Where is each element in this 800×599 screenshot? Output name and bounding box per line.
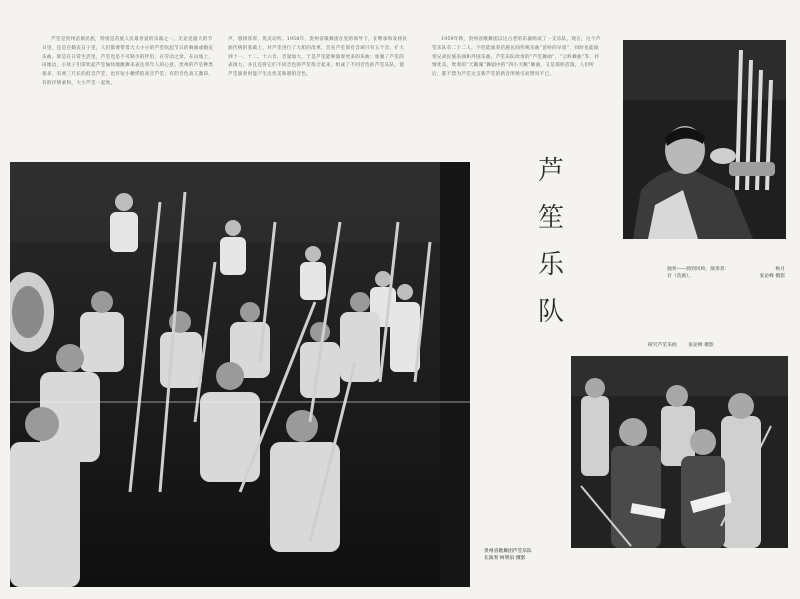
caption-line xyxy=(667,266,785,273)
caption-text: 杨月 xyxy=(775,267,785,272)
photo-credit: 张论峰 摄影 xyxy=(759,274,785,279)
study-session-photo xyxy=(571,356,788,548)
caption-line: 在演奏 柯明泉 摄影 xyxy=(484,556,526,561)
article-title xyxy=(538,148,565,336)
study-caption xyxy=(648,342,768,349)
article-column-3: 1959年秋，贵州省歌舞团以这古老的乐器组成了一支乐队，现在，这个芦笙乐队有二十二人，不但能演奏苗族民间传统乐曲“苗岭的早晨”，同时也能演奏兄弟民族乐曲和外国乐曲。芦笙乐队吹奏的“芦笙舞曲”、“云岭舞曲”等，抒情优美，吹奏的“天鹅湖”舞剧中的“四小天鹅”舞曲，又是那样活泼，人们听后，都不禁为芦笙这支新芦笙的新音所吸引而赞叹不已。 xyxy=(432,37,601,78)
orchestra-caption xyxy=(484,548,564,562)
portrait-caption xyxy=(667,266,785,280)
caption-text: 研究芦笙乐曲 xyxy=(648,343,677,348)
article-column-1: 芦笙是贵州苗侗民族，特别是苗族人民最喜爱的乐器之一。无论是盛大的节日里，还是在婚丧日子里，人们都要带着大大小小的芦笙吹起节日的舞曲或婚丧乐曲，即是在日常生活里，芦笙也是不可缺少的伴侣。在劳动之余，在山坡上，田地边，小伙子们常吹起芦笙愉快地跳舞来表达青年人的心意。贵州的芦笙种类很多，有两三尺长的低音芦笙，也有短小精悍的高音芦笙；有的音色高亢激昂，有的抒情柔和，大小芦笙一起吹， xyxy=(42,37,214,86)
caption-text: 甘（苗族）。 xyxy=(667,274,694,279)
caption-line: 贵州省歌舞团芦笙乐队 xyxy=(484,549,532,554)
title-char: 芦 xyxy=(538,156,565,186)
article-column-2: 声，悠扬浑厚，优美动听。1958年，贵州省歌舞团在党的领导下，在继承和发扬民族传统的基础上，对芦笙进行了大胆的改革，首先芦笙原有音域只有五个音，扩大到十一、十二、十六音，音量加大，于是芦笙能够演奏更多的乐曲；加强了芦笙的表现力，并且还将它们不同音色的芦笙组合起来，组成了不同音色的芦笙乐队，使芦笙演奏时能产生出优美和谐的音色。 xyxy=(228,37,408,78)
orchestra-photo xyxy=(10,162,470,587)
soloist-portrait-photo xyxy=(623,40,786,239)
title-char: 乐 xyxy=(538,250,565,280)
title-char: 笙 xyxy=(538,203,565,233)
title-char: 队 xyxy=(538,297,565,327)
photo-credit: 张论峰 摄影 xyxy=(688,343,714,348)
caption-line xyxy=(667,273,785,280)
caption-text: 独奏——骑到岚岭，演奏者： xyxy=(667,267,730,272)
